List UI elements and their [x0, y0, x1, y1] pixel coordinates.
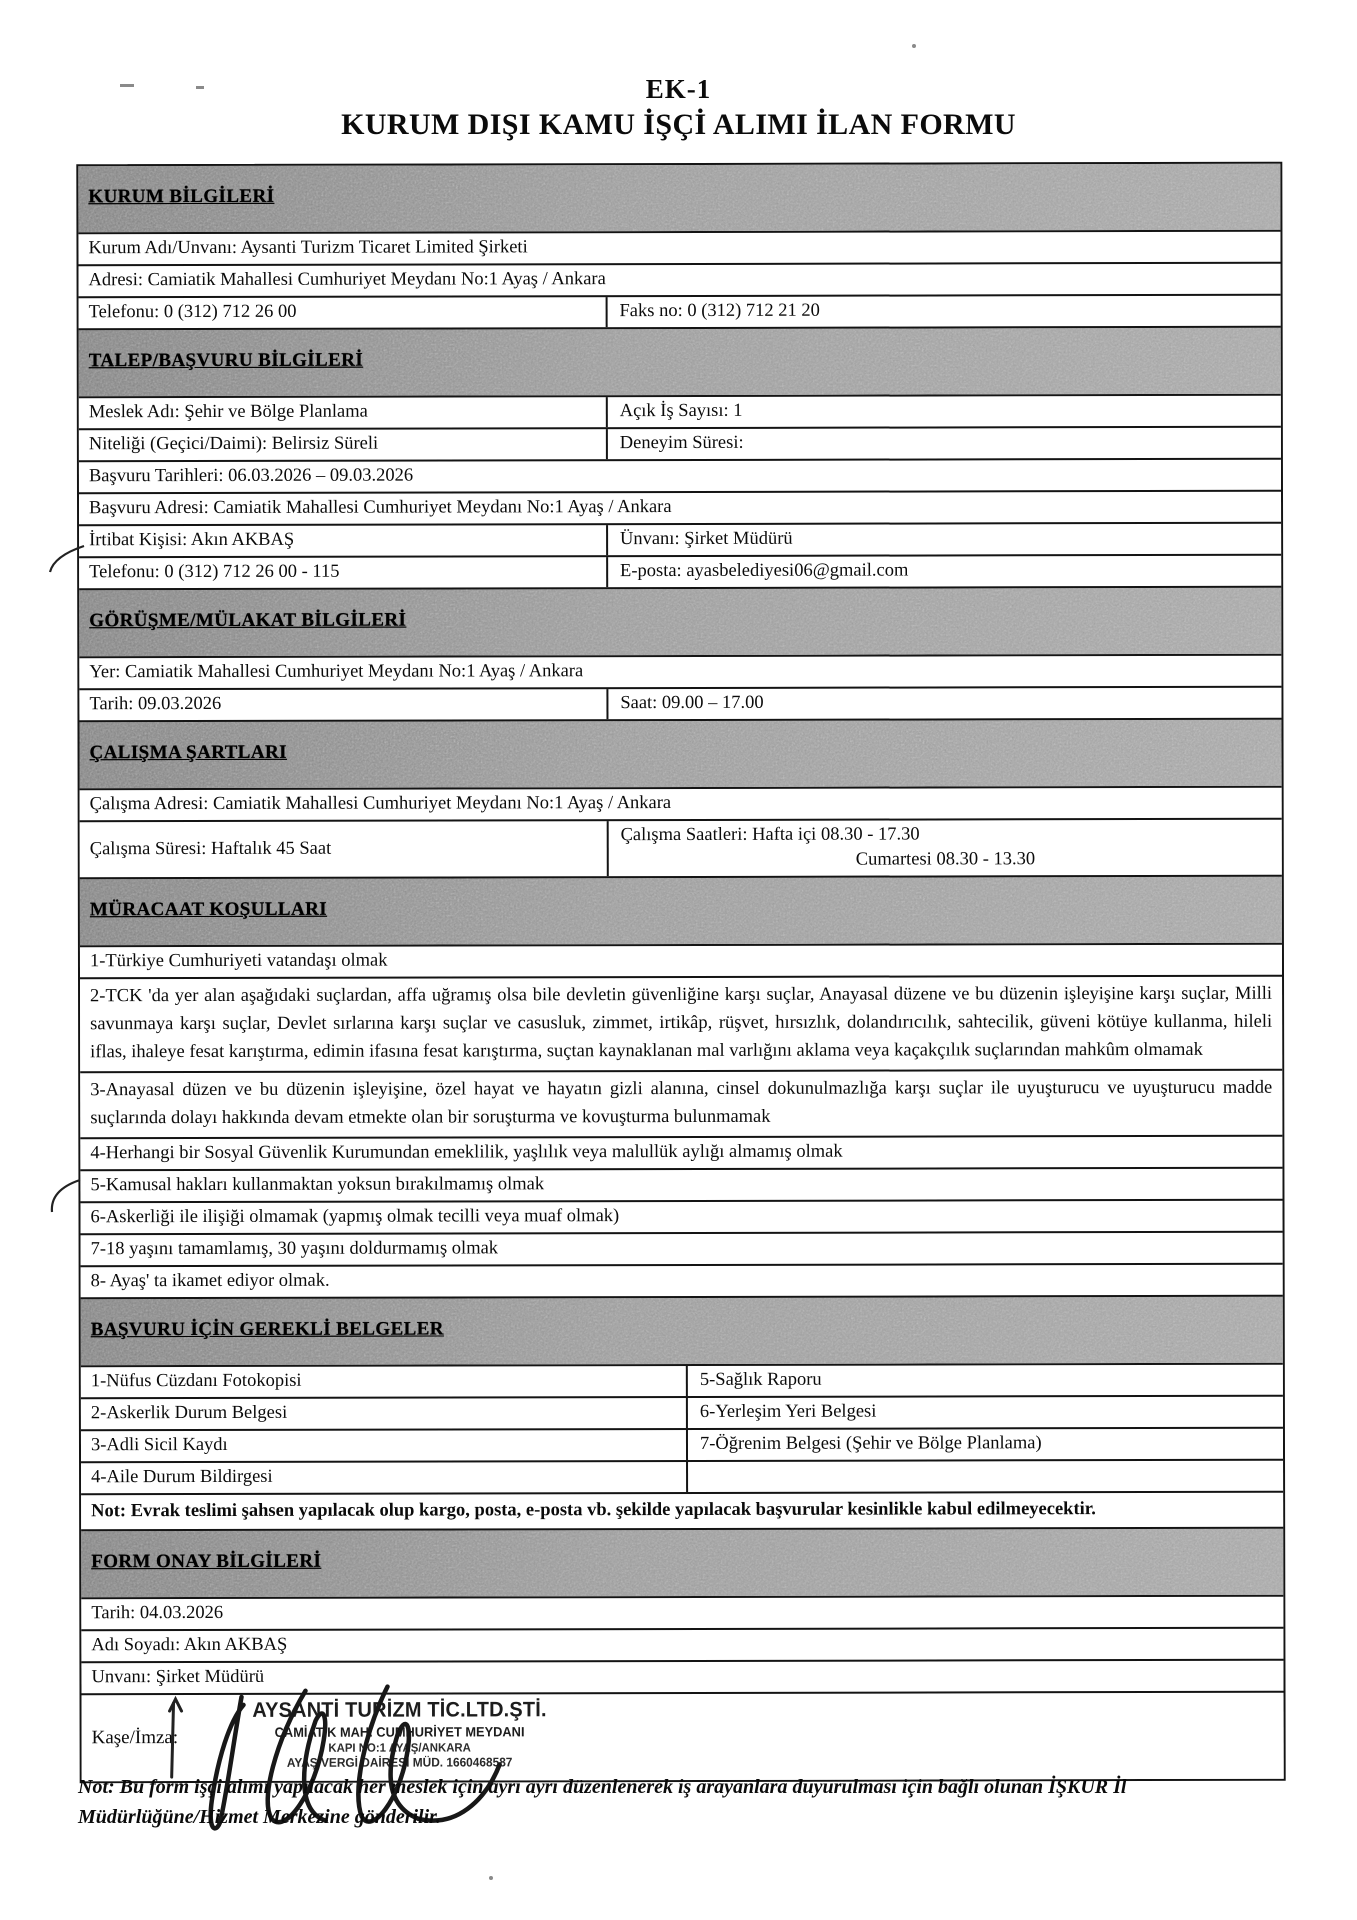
- scan-speck: [489, 1876, 493, 1880]
- calisma-saatleri-cumartesi: Cumartesi 08.30 - 13.30: [855, 849, 1036, 870]
- document-item: 6-Yerleşim Yeri Belgesi: [699, 1401, 877, 1422]
- section-header-calisma-sartlari: [79, 718, 1281, 789]
- pen-mark: [48, 540, 88, 576]
- section-header-label: TALEP/BAŞVURU BİLGİLERİ: [88, 349, 364, 372]
- field-onay-adi-soyadi: Adı Soyadı: Akın AKBAŞ: [81, 1627, 1283, 1662]
- pen-mark: [46, 1176, 86, 1216]
- condition-item: 7-18 yaşını tamamlamış, 30 yaşını doldurmamış olmak: [81, 1231, 1283, 1266]
- condition-item: 3-Anayasal düzen ve bu düzenin işleyişine, özel hayat ve hayatın gizli alanına, cinsel dokunulmazlığa karşı suçlar ile uyuşturucu ve uyuşturucu madde suçlarında dolayı hakkında devam etmekte olan bir soruşturma ve kovuşturma bulunmamak: [80, 1069, 1282, 1138]
- row-kase-imza: [82, 1691, 1284, 1782]
- condition-item: 1-Türkiye Cumhuriyeti vatandaşı olmak: [80, 943, 1282, 978]
- field-calisma-saatleri: [609, 820, 1282, 876]
- condition-item: 2-TCK 'da yer alan aşağıdaki suçlardan, affa uğramış olsa bile devletin güvenliğine karşı suçlar, Anayasal düzene ve bu düzenin işleyişine karşı suçlar, Milli savunmaya karşı suçlar, Devlet sırlarına karşı suçlar ve casusluk, zimmet, irtikâp, rüşvet, hırsızlık, dolandırıcılık, sahtecilik, güveni kötüye kullanma, hileli iflas, ihaleye fesat karıştırma, edimin ifasına fesat karıştırma, suçtan kaynaklanan mal varlığını aklama veya kaçakçılık suçlarından mahkûm olmamak: [80, 975, 1282, 1072]
- section-header-gerekli-belgeler: [81, 1295, 1283, 1366]
- field-irtibat-unvani: Ünvanı: Şirket Müdürü: [619, 528, 793, 550]
- row-irtibat-unvan: [79, 522, 1281, 557]
- field-basvuru-adresi: Başvuru Adresi: Camiatik Mahallesi Cumhuriyet Meydanı No:1 Ayaş / Ankara: [79, 490, 1281, 525]
- delivery-note: Not: Evrak teslimi şahsen yapılacak olup kargo, posta, e-posta vb. şekilde yapılacak başvurular kesinlikle kabul edilmeyecektir.: [81, 1491, 1283, 1530]
- condition-item: 8- Ayaş' ta ikamet ediyor olmak.: [81, 1263, 1283, 1298]
- section-header-form-onay: [81, 1527, 1283, 1598]
- field-meslek-adi: Meslek Adı: Şehir ve Bölge Planlama: [79, 397, 608, 428]
- row-tarih-saat: [79, 686, 1281, 721]
- document-item: 2-Askerlik Durum Belgesi: [81, 1398, 688, 1429]
- field-gorusme-yer: Yer: Camiatik Mahallesi Cumhuriyet Meydanı No:1 Ayaş / Ankara: [79, 654, 1281, 689]
- field-onay-tarih: Tarih: 04.03.2026: [81, 1595, 1283, 1630]
- document-row: [81, 1427, 1283, 1462]
- document-item: 5-Sağlık Raporu: [699, 1369, 822, 1390]
- section-header-label: ÇALIŞMA ŞARTLARI: [89, 741, 287, 764]
- section-header-label: GÖRÜŞME/MÜLAKAT BİLGİLERİ: [89, 609, 407, 632]
- condition-item: 5-Kamusal hakları kullanmaktan yoksun bırakılmamış olmak: [80, 1167, 1282, 1202]
- section-header-gorusme-mulakat: [79, 586, 1281, 657]
- footnote-text: Bu form işçi alımı yapılacak her meslek için ayrı ayrı düzenlenerek iş arayanlara duyurulması için bağlı olunan İŞKUR İl Müdürlüğüne/Hizmet Merkezine gönderilir.: [78, 1776, 1127, 1828]
- section-header-label: KURUM BİLGİLERİ: [88, 185, 275, 208]
- scan-speck: [912, 44, 916, 48]
- document-item: [688, 1461, 1283, 1492]
- stamp-tax-office: AYAŞ VERGİ DAİRESİ MÜD. 1660468587: [286, 1755, 513, 1770]
- condition-item: 4-Herhangi bir Sosyal Güvenlik Kurumundan emeklilik, yaşlılık veya malullük aylığı almamış olmak: [80, 1135, 1282, 1170]
- field-calisma-adresi: Çalışma Adresi: Camiatik Mahallesi Cumhuriyet Meydanı No:1 Ayaş / Ankara: [80, 786, 1282, 821]
- field-irtibat-telefonu: Telefonu: 0 (312) 712 26 00 - 115: [79, 557, 608, 588]
- condition-item: 6-Askerliği ile ilişiği olmamak (yapmış olmak tecilli veya muaf olmak): [80, 1199, 1282, 1234]
- field-irtibat-kisisi: İrtibat Kişisi: Akın AKBAŞ: [79, 525, 608, 556]
- field-niteligi: Niteliği (Geçici/Daimi): Belirsiz Süreli: [79, 429, 608, 460]
- document-row: [81, 1395, 1283, 1430]
- row-niteligi-deneyim: [79, 426, 1281, 461]
- form-table: [76, 162, 1285, 1784]
- field-gorusme-saat: Saat: 09.00 – 17.00: [620, 692, 764, 714]
- row-telefon-eposta: [79, 554, 1281, 589]
- row-telefon-faks: [79, 294, 1281, 329]
- document-item: 7-Öğrenim Belgesi (Şehir ve Bölge Planlama): [699, 1433, 1042, 1454]
- field-deneyim-suresi: Deneyim Süresi:: [619, 432, 744, 454]
- field-acik-is-sayisi: Açık İş Sayısı: 1: [619, 400, 743, 422]
- section-header-label: MÜRACAAT KOŞULLARI: [89, 898, 328, 921]
- field-gorusme-tarih: Tarih: 09.03.2026: [79, 689, 608, 720]
- field-kurum-adi: Kurum Adı/Unvanı: Aysanti Turizm Ticaret Limited Şirketi: [78, 230, 1280, 265]
- field-kurum-adresi: Adresi: Camiatik Mahallesi Cumhuriyet Meydanı No:1 Ayaş / Ankara: [79, 262, 1281, 297]
- section-header-label: FORM ONAY BİLGİLERİ: [91, 1550, 322, 1573]
- footnote-label: Not:: [78, 1776, 115, 1798]
- title-block: [0, 74, 1357, 143]
- section-header-muracaat-kosullari: [80, 875, 1282, 946]
- document-row: [81, 1459, 1283, 1494]
- document-item: 4-Aile Durum Bildirgesi: [81, 1462, 688, 1493]
- section-header-talep-basvuru: [79, 326, 1281, 397]
- kase-imza-label: Kaşe/İmza:: [91, 1727, 179, 1749]
- document-row: [81, 1363, 1283, 1398]
- field-kurum-telefonu: Telefonu: 0 (312) 712 26 00: [79, 297, 608, 328]
- document-item: 1-Nüfus Cüzdanı Fotokopisi: [81, 1366, 688, 1397]
- annex-label: EK-1: [645, 74, 712, 104]
- field-onay-unvani: Unvanı: Şirket Müdürü: [81, 1659, 1283, 1694]
- footnote: [78, 1772, 1286, 1832]
- stamp-address-line2: KAPI NO:1 AYAŞ/ANKARA: [328, 1740, 471, 1755]
- stamp-address-line1: CAMİATİK MAH. CUMHURİYET MEYDANI: [274, 1723, 525, 1740]
- field-basvuru-tarihleri: Başvuru Tarihleri: 06.03.2026 – 09.03.2026: [79, 458, 1281, 493]
- stamp-company-name: AYSANTİ TURİZM TİC.LTD.ŞTİ.: [252, 1698, 547, 1722]
- document-item: 3-Adli Sicil Kaydı: [81, 1430, 688, 1461]
- form-title: KURUM DIŞI KAMU İŞÇİ ALIMI İLAN FORMU: [341, 108, 1016, 142]
- section-header-label: BAŞVURU İÇİN GEREKLİ BELGELER: [90, 1318, 444, 1341]
- section-header-kurum-bilgileri: [78, 164, 1280, 233]
- row-meslek-acikis: [79, 394, 1281, 429]
- field-eposta: E-posta: ayasbelediyesi06@gmail.com: [620, 560, 909, 582]
- field-kurum-faks: Faks no: 0 (312) 712 21 20: [619, 300, 820, 322]
- row-calisma-sure-saat: [80, 818, 1282, 878]
- calisma-saatleri-haftaici: Çalışma Saatleri: Hafta içi 08.30 - 17.30: [620, 824, 920, 846]
- field-calisma-suresi: Çalışma Süresi: Haftalık 45 Saat: [80, 821, 609, 877]
